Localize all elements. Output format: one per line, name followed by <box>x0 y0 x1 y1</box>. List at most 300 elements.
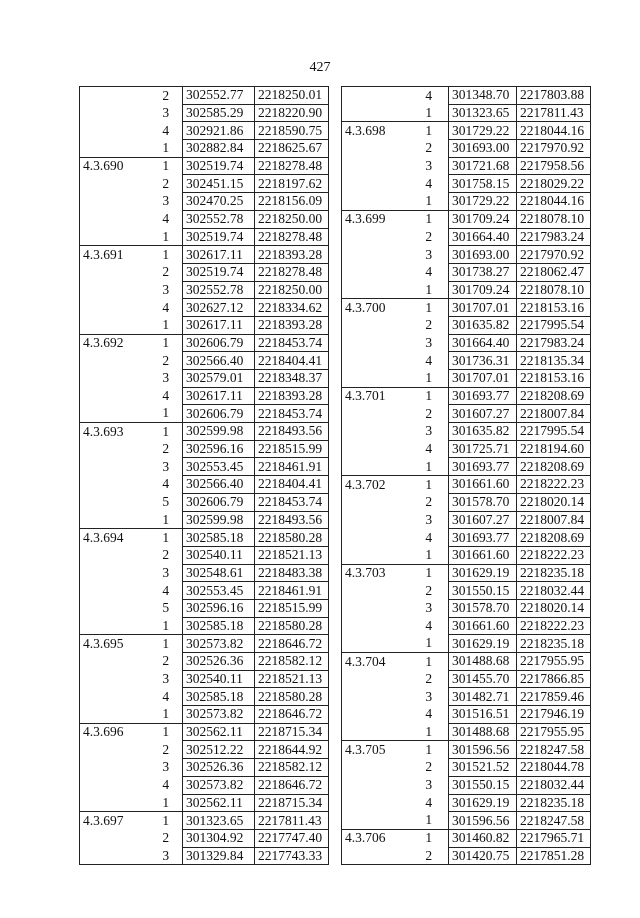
y-coordinate-cell: 2218135.34 <box>517 352 591 370</box>
parcel-id-cell <box>80 776 147 794</box>
y-coordinate-cell: 2218235.18 <box>517 564 591 582</box>
point-number-cell: 5 <box>162 600 170 616</box>
x-coordinate-cell: 302540.11 <box>183 546 255 564</box>
point-number-cell: 2 <box>162 175 170 191</box>
table-row <box>80 670 329 688</box>
y-coordinate-cell: 2218461.91 <box>255 458 329 476</box>
y-coordinate-cell: 2218580.28 <box>255 617 329 635</box>
table-row <box>80 617 329 635</box>
table-row <box>80 706 329 724</box>
point-number-cell: 4 <box>425 175 433 191</box>
parcel-id-cell <box>342 405 407 423</box>
y-coordinate-cell: 2218646.72 <box>255 635 329 653</box>
parcel-id-cell <box>80 352 147 370</box>
x-coordinate-cell: 301488.68 <box>449 723 517 741</box>
x-coordinate-cell: 301488.68 <box>449 653 517 671</box>
x-coordinate-cell: 302585.18 <box>183 529 255 547</box>
point-number-cell: 3 <box>162 564 170 580</box>
parcel-id-cell <box>342 193 407 211</box>
parcel-id-cell <box>342 334 407 352</box>
point-number-cell: 4 <box>425 794 433 810</box>
y-coordinate-cell: 2218235.18 <box>517 635 591 653</box>
table-row <box>80 529 329 547</box>
point-number-cell: 1 <box>407 476 449 494</box>
y-coordinate-cell: 2218007.84 <box>517 405 591 423</box>
point-number-cell: 4 <box>162 211 170 227</box>
y-coordinate-cell: 2217866.85 <box>517 670 591 688</box>
x-coordinate-cell: 301661.60 <box>449 546 517 564</box>
parcel-id-cell: 4.3.694 <box>80 529 147 547</box>
y-coordinate-cell: 2218493.56 <box>255 511 329 529</box>
point-number-cell: 1 <box>407 122 449 140</box>
x-coordinate-cell: 301629.19 <box>449 635 517 653</box>
table-row <box>342 741 591 759</box>
parcel-id-cell: 4.3.696 <box>80 723 147 741</box>
point-number-cell: 1 <box>162 317 170 333</box>
table-row <box>80 193 329 211</box>
y-coordinate-cell: 2217983.24 <box>517 228 591 246</box>
x-coordinate-cell: 301635.82 <box>449 423 517 441</box>
x-coordinate-cell: 302617.11 <box>183 316 255 334</box>
x-coordinate-cell: 301729.22 <box>449 122 517 140</box>
parcel-id-cell <box>342 759 407 777</box>
table-row <box>342 564 591 582</box>
y-coordinate-cell: 2217965.71 <box>517 829 591 847</box>
point-number-cell: 4 <box>425 529 433 545</box>
parcel-id-cell: 4.3.703 <box>342 564 407 582</box>
table-row <box>80 476 329 494</box>
table-row <box>80 210 329 228</box>
parcel-id-cell <box>342 104 407 122</box>
table-row <box>80 635 329 653</box>
table-row <box>80 759 329 777</box>
point-number-cell: 3 <box>162 847 170 863</box>
y-coordinate-cell: 2218582.12 <box>255 759 329 777</box>
parcel-id-cell <box>80 458 147 476</box>
parcel-id-cell <box>342 546 407 564</box>
parcel-id-cell <box>342 723 407 741</box>
table-row <box>80 299 329 317</box>
x-coordinate-cell: 302566.40 <box>183 352 255 370</box>
x-coordinate-cell: 302552.78 <box>183 210 255 228</box>
point-number-cell: 1 <box>407 564 449 582</box>
point-number-cell: 3 <box>162 759 170 775</box>
table-row <box>342 263 591 281</box>
parcel-id-cell <box>80 122 147 140</box>
table-row <box>80 316 329 334</box>
point-number-cell: 4 <box>425 264 433 280</box>
table-row <box>342 706 591 724</box>
point-number-cell: 4 <box>162 688 170 704</box>
x-coordinate-cell: 301709.24 <box>449 281 517 299</box>
x-coordinate-cell: 302526.36 <box>183 653 255 671</box>
table-row <box>342 175 591 193</box>
y-coordinate-cell: 2218582.12 <box>255 653 329 671</box>
x-coordinate-cell: 301664.40 <box>449 228 517 246</box>
x-coordinate-cell: 302921.86 <box>183 122 255 140</box>
parcel-id-cell <box>80 316 147 334</box>
x-coordinate-cell: 301736.31 <box>449 352 517 370</box>
point-number-cell: 4 <box>162 777 170 793</box>
point-number-cell: 1 <box>407 210 449 228</box>
x-coordinate-cell: 302573.82 <box>183 635 255 653</box>
y-coordinate-cell: 2218646.72 <box>255 706 329 724</box>
parcel-id-cell <box>342 847 407 865</box>
point-number-cell: 2 <box>425 228 433 244</box>
y-coordinate-cell: 2217811.43 <box>517 104 591 122</box>
table-row <box>342 599 591 617</box>
point-number-cell: 1 <box>425 104 433 120</box>
table-row <box>80 582 329 600</box>
point-number-cell: 4 <box>162 122 170 138</box>
x-coordinate-cell: 301693.00 <box>449 140 517 158</box>
point-number-cell: 2 <box>425 847 433 863</box>
table-row <box>80 246 329 264</box>
x-coordinate-cell: 302585.29 <box>183 104 255 122</box>
parcel-id-cell <box>80 741 147 759</box>
y-coordinate-cell: 2218453.74 <box>255 493 329 511</box>
table-row <box>342 582 591 600</box>
parcel-id-cell <box>80 564 147 582</box>
x-coordinate-cell: 301578.70 <box>449 599 517 617</box>
point-number-cell: 4 <box>425 706 433 722</box>
point-number-cell: 1 <box>147 246 183 264</box>
table-row <box>342 476 591 494</box>
x-coordinate-cell: 301578.70 <box>449 493 517 511</box>
y-coordinate-cell: 2218208.69 <box>517 458 591 476</box>
point-number-cell: 3 <box>425 600 433 616</box>
table-row <box>342 617 591 635</box>
parcel-id-cell <box>80 440 147 458</box>
y-coordinate-cell: 2218078.10 <box>517 281 591 299</box>
y-coordinate-cell: 2218515.99 <box>255 599 329 617</box>
x-coordinate-cell: 301304.92 <box>183 829 255 847</box>
y-coordinate-cell: 2218208.69 <box>517 387 591 405</box>
y-coordinate-cell: 2218393.28 <box>255 246 329 264</box>
y-coordinate-cell: 2218197.62 <box>255 175 329 193</box>
point-number-cell: 3 <box>162 671 170 687</box>
x-coordinate-cell: 302540.11 <box>183 670 255 688</box>
parcel-id-cell <box>342 635 407 653</box>
y-coordinate-cell: 2217743.33 <box>255 847 329 865</box>
x-coordinate-cell: 302599.98 <box>183 423 255 441</box>
table-row <box>342 635 591 653</box>
table-row <box>342 670 591 688</box>
parcel-id-cell <box>80 104 147 122</box>
coordinate-table-left-body <box>80 87 329 865</box>
point-number-cell: 1 <box>162 140 170 156</box>
point-number-cell: 1 <box>425 812 433 828</box>
point-number-cell: 1 <box>425 370 433 386</box>
x-coordinate-cell: 302470.25 <box>183 193 255 211</box>
table-row <box>80 228 329 246</box>
table-row <box>342 546 591 564</box>
y-coordinate-cell: 2217983.24 <box>517 334 591 352</box>
parcel-id-cell <box>80 511 147 529</box>
point-number-cell: 1 <box>147 423 183 441</box>
table-row <box>342 423 591 441</box>
parcel-id-cell <box>342 263 407 281</box>
y-coordinate-cell: 2217958.56 <box>517 157 591 175</box>
point-number-cell: 2 <box>425 317 433 333</box>
point-number-cell: 2 <box>425 671 433 687</box>
point-number-cell: 1 <box>162 511 170 527</box>
y-coordinate-cell: 2218580.28 <box>255 688 329 706</box>
parcel-id-cell <box>80 87 147 105</box>
point-number-cell: 2 <box>162 547 170 563</box>
table-row <box>342 228 591 246</box>
point-number-cell: 4 <box>425 617 433 633</box>
point-number-cell: 3 <box>425 688 433 704</box>
parcel-id-cell: 4.3.693 <box>80 423 147 441</box>
y-coordinate-cell: 2218156.09 <box>255 193 329 211</box>
table-row <box>342 193 591 211</box>
table-row <box>342 104 591 122</box>
point-number-cell: 4 <box>407 87 449 105</box>
y-coordinate-cell: 2218521.13 <box>255 670 329 688</box>
point-number-cell: 3 <box>425 511 433 527</box>
y-coordinate-cell: 2217995.54 <box>517 316 591 334</box>
parcel-id-cell <box>342 440 407 458</box>
parcel-id-cell <box>80 299 147 317</box>
y-coordinate-cell: 2218044.16 <box>517 193 591 211</box>
parcel-id-cell <box>342 458 407 476</box>
point-number-cell: 2 <box>425 582 433 598</box>
table-row <box>342 688 591 706</box>
point-number-cell: 3 <box>162 105 170 121</box>
y-coordinate-cell: 2218278.48 <box>255 263 329 281</box>
x-coordinate-cell: 302573.82 <box>183 706 255 724</box>
x-coordinate-cell: 301664.40 <box>449 334 517 352</box>
y-coordinate-cell: 2217955.95 <box>517 653 591 671</box>
x-coordinate-cell: 302573.82 <box>183 776 255 794</box>
y-coordinate-cell: 2218715.34 <box>255 794 329 812</box>
y-coordinate-cell: 2217970.92 <box>517 140 591 158</box>
coordinate-table-right <box>341 86 591 865</box>
table-row <box>80 653 329 671</box>
table-row <box>80 175 329 193</box>
table-row <box>80 723 329 741</box>
x-coordinate-cell: 301596.56 <box>449 812 517 830</box>
parcel-id-cell <box>342 529 407 547</box>
point-number-cell: 4 <box>425 352 433 368</box>
y-coordinate-cell: 2218222.23 <box>517 546 591 564</box>
parcel-id-cell <box>342 670 407 688</box>
x-coordinate-cell: 301329.84 <box>183 847 255 865</box>
y-coordinate-cell: 2218393.28 <box>255 387 329 405</box>
y-coordinate-cell: 2218222.23 <box>517 476 591 494</box>
parcel-id-cell <box>342 582 407 600</box>
x-coordinate-cell: 302882.84 <box>183 140 255 158</box>
y-coordinate-cell: 2218007.84 <box>517 511 591 529</box>
table-row <box>80 493 329 511</box>
table-row <box>342 794 591 812</box>
parcel-id-cell <box>342 228 407 246</box>
x-coordinate-cell: 301693.00 <box>449 246 517 264</box>
table-row <box>342 493 591 511</box>
x-coordinate-cell: 302553.45 <box>183 582 255 600</box>
point-number-cell: 2 <box>162 264 170 280</box>
table-row <box>80 440 329 458</box>
parcel-id-cell <box>80 175 147 193</box>
y-coordinate-cell: 2217995.54 <box>517 423 591 441</box>
point-number-cell: 3 <box>162 281 170 297</box>
table-row <box>80 122 329 140</box>
x-coordinate-cell: 301460.82 <box>449 829 517 847</box>
y-coordinate-cell: 2218235.18 <box>517 794 591 812</box>
table-row <box>80 387 329 405</box>
table-row <box>342 458 591 476</box>
table-row <box>342 157 591 175</box>
table-row <box>80 812 329 830</box>
x-coordinate-cell: 302552.78 <box>183 281 255 299</box>
y-coordinate-cell: 2217851.28 <box>517 847 591 865</box>
table-row <box>80 140 329 158</box>
y-coordinate-cell: 2218625.67 <box>255 140 329 158</box>
parcel-id-cell <box>342 246 407 264</box>
point-number-cell: 1 <box>147 635 183 653</box>
table-row <box>80 87 329 105</box>
y-coordinate-cell: 2218153.16 <box>517 299 591 317</box>
point-number-cell: 1 <box>147 529 183 547</box>
table-row <box>80 546 329 564</box>
y-coordinate-cell: 2218348.37 <box>255 370 329 388</box>
x-coordinate-cell: 301550.15 <box>449 776 517 794</box>
table-row <box>80 564 329 582</box>
parcel-id-cell <box>342 316 407 334</box>
y-coordinate-cell: 2218247.58 <box>517 812 591 830</box>
parcel-id-cell: 4.3.704 <box>342 653 407 671</box>
parcel-id-cell <box>80 706 147 724</box>
parcel-id-cell <box>342 157 407 175</box>
y-coordinate-cell: 2218483.38 <box>255 564 329 582</box>
point-number-cell: 2 <box>425 759 433 775</box>
point-number-cell: 4 <box>425 441 433 457</box>
point-number-cell: 1 <box>425 546 433 562</box>
y-coordinate-cell: 2218715.34 <box>255 723 329 741</box>
parcel-id-cell <box>80 688 147 706</box>
point-number-cell: 1 <box>147 723 183 741</box>
parcel-id-cell <box>342 352 407 370</box>
point-number-cell: 3 <box>425 158 433 174</box>
y-coordinate-cell: 2218032.44 <box>517 776 591 794</box>
point-number-cell: 1 <box>162 405 170 421</box>
table-row <box>80 599 329 617</box>
parcel-id-cell <box>342 688 407 706</box>
y-coordinate-cell: 2218453.74 <box>255 334 329 352</box>
x-coordinate-cell: 302562.11 <box>183 723 255 741</box>
point-number-cell: 1 <box>147 157 183 175</box>
x-coordinate-cell: 301635.82 <box>449 316 517 334</box>
x-coordinate-cell: 302526.36 <box>183 759 255 777</box>
y-coordinate-cell: 2218250.00 <box>255 210 329 228</box>
y-coordinate-cell: 2218461.91 <box>255 582 329 600</box>
y-coordinate-cell: 2218580.28 <box>255 529 329 547</box>
point-number-cell: 2 <box>147 87 183 105</box>
parcel-id-cell <box>80 228 147 246</box>
parcel-id-cell: 4.3.705 <box>342 741 407 759</box>
x-coordinate-cell: 301521.52 <box>449 759 517 777</box>
point-number-cell: 4 <box>162 582 170 598</box>
coordinate-table-left <box>79 86 329 865</box>
table-row <box>342 812 591 830</box>
x-coordinate-cell: 301758.15 <box>449 175 517 193</box>
x-coordinate-cell: 302548.61 <box>183 564 255 582</box>
x-coordinate-cell: 302566.40 <box>183 476 255 494</box>
parcel-id-cell: 4.3.690 <box>80 157 147 175</box>
x-coordinate-cell: 301707.01 <box>449 370 517 388</box>
y-coordinate-cell: 2218032.44 <box>517 582 591 600</box>
x-coordinate-cell: 302585.18 <box>183 617 255 635</box>
y-coordinate-cell: 2217803.88 <box>517 87 591 105</box>
parcel-id-cell <box>80 476 147 494</box>
parcel-id-cell: 4.3.697 <box>80 812 147 830</box>
y-coordinate-cell: 2218521.13 <box>255 546 329 564</box>
y-coordinate-cell: 2218404.41 <box>255 476 329 494</box>
parcel-id-cell <box>80 599 147 617</box>
point-number-cell: 2 <box>425 405 433 421</box>
table-row <box>342 246 591 264</box>
x-coordinate-cell: 302512.22 <box>183 741 255 759</box>
y-coordinate-cell: 2218044.78 <box>517 759 591 777</box>
y-coordinate-cell: 2218020.14 <box>517 493 591 511</box>
y-coordinate-cell: 2218029.22 <box>517 175 591 193</box>
y-coordinate-cell: 2218646.72 <box>255 776 329 794</box>
table-row <box>80 334 329 352</box>
y-coordinate-cell: 2217811.43 <box>255 812 329 830</box>
table-row <box>80 511 329 529</box>
y-coordinate-cell: 2217859.46 <box>517 688 591 706</box>
y-coordinate-cell: 2218020.14 <box>517 599 591 617</box>
parcel-id-cell <box>342 87 407 105</box>
point-number-cell: 1 <box>425 193 433 209</box>
y-coordinate-cell: 2218044.16 <box>517 122 591 140</box>
parcel-id-cell <box>342 617 407 635</box>
y-coordinate-cell: 2218644.92 <box>255 741 329 759</box>
y-coordinate-cell: 2218250.01 <box>255 87 329 105</box>
point-number-cell: 1 <box>425 723 433 739</box>
point-number-cell: 1 <box>425 458 433 474</box>
x-coordinate-cell: 301323.65 <box>183 812 255 830</box>
parcel-id-cell <box>342 423 407 441</box>
y-coordinate-cell: 2218250.00 <box>255 281 329 299</box>
point-number-cell: 2 <box>162 352 170 368</box>
parcel-id-cell: 4.3.706 <box>342 829 407 847</box>
x-coordinate-cell: 302451.15 <box>183 175 255 193</box>
point-number-cell: 2 <box>162 441 170 457</box>
x-coordinate-cell: 302606.79 <box>183 405 255 423</box>
table-row <box>80 370 329 388</box>
parcel-id-cell: 4.3.691 <box>80 246 147 264</box>
point-number-cell: 3 <box>425 423 433 439</box>
table-row <box>80 829 329 847</box>
table-row <box>342 140 591 158</box>
y-coordinate-cell: 2217970.92 <box>517 246 591 264</box>
y-coordinate-cell: 2217946.19 <box>517 706 591 724</box>
y-coordinate-cell: 2218278.48 <box>255 157 329 175</box>
table-row <box>342 316 591 334</box>
parcel-id-cell <box>80 493 147 511</box>
parcel-id-cell <box>80 370 147 388</box>
y-coordinate-cell: 2218222.23 <box>517 617 591 635</box>
parcel-id-cell <box>80 759 147 777</box>
point-number-cell: 5 <box>162 494 170 510</box>
parcel-id-cell <box>342 599 407 617</box>
y-coordinate-cell: 2218208.69 <box>517 529 591 547</box>
x-coordinate-cell: 302596.16 <box>183 599 255 617</box>
table-row <box>80 281 329 299</box>
parcel-id-cell <box>80 794 147 812</box>
